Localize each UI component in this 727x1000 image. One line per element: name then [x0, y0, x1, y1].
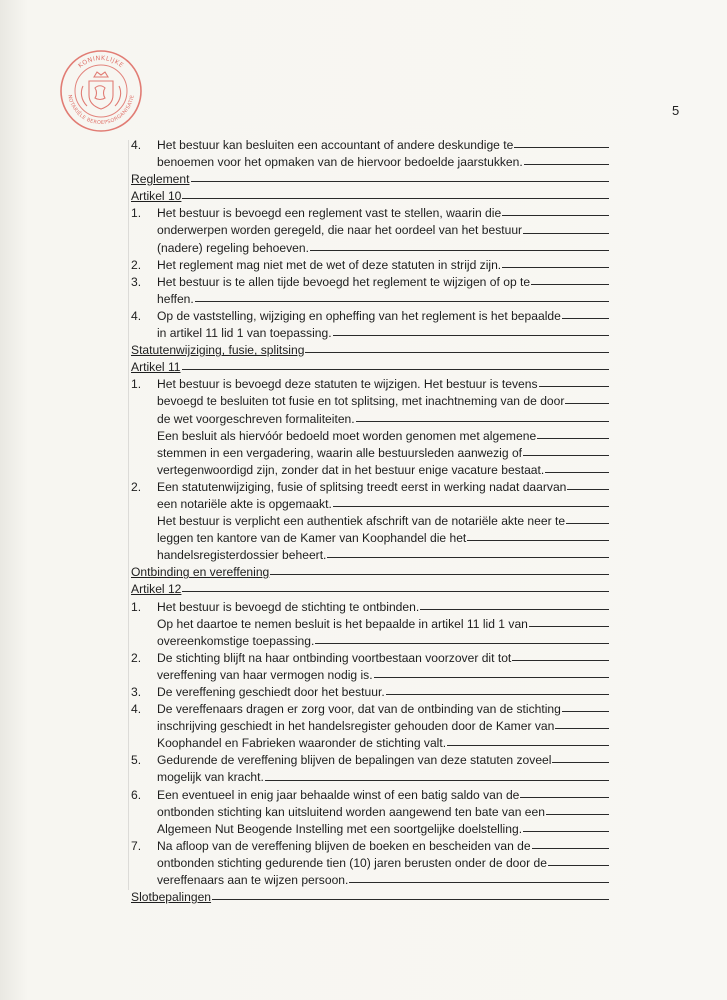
line-text: De vereffening geschiedt door het bestuur.	[157, 685, 385, 699]
fill-rule	[349, 882, 609, 883]
item-number: 4.	[131, 138, 142, 152]
line-text: Een besluit als hiervóór bedoeld moet worden genomen met algemene	[157, 428, 537, 443]
fill-rule	[539, 386, 610, 387]
fill-rule	[195, 301, 609, 302]
line-text: De vereffenaars dragen er zorg voor, dat van de ontbinding van de stichting	[157, 702, 561, 717]
line-text: Gedurende de vereffening blijven de bepalingen van deze statuten zoveel	[157, 753, 552, 768]
text-line	[131, 735, 609, 752]
section-heading	[131, 342, 609, 359]
item-number: 3.	[131, 274, 142, 289]
text-line	[131, 325, 609, 342]
fill-rule	[467, 540, 609, 541]
item-number: 5.	[131, 753, 142, 768]
line-text: vertegenwoordigd zijn, zonder dat in het bestuur enige vacature bestaat.	[157, 462, 545, 477]
fill-rule	[502, 215, 609, 216]
fill-rule	[182, 369, 609, 370]
heading-text: Artikel 10	[131, 189, 182, 204]
item-number: 4.	[131, 308, 142, 323]
fill-rule	[212, 899, 609, 900]
line-text: vereffening van haar vermogen nodig is.	[157, 667, 373, 682]
fill-rule	[529, 626, 609, 627]
fill-rule	[512, 660, 609, 661]
line-text: Het bestuur kan besluiten een accountant of andere deskundige te	[157, 138, 514, 152]
text-line	[131, 616, 609, 633]
text-line	[131, 513, 609, 530]
line-text: in artikel 11 lid 1 van toepassing.	[157, 326, 332, 341]
fill-rule	[182, 198, 609, 199]
line-text: leggen ten kantore van de Kamer van Koophandel die het	[157, 531, 467, 546]
line-text: De stichting blijft na haar ontbinding voortbestaan voorzover dit tot	[157, 650, 512, 665]
text-line	[131, 291, 609, 308]
fill-rule	[565, 403, 609, 404]
fill-rule	[374, 677, 609, 678]
fill-rule	[305, 352, 609, 353]
line-text: inschrijving geschiedt in het handelsregister gehouden door de Kamer van	[157, 719, 555, 734]
line-text: overeenkomstige toepassing.	[157, 633, 315, 648]
fill-rule	[327, 557, 609, 558]
line-text: ontbonden stichting gedurende tien (10) jaren berusten onder de door de	[157, 855, 547, 870]
text-line	[131, 462, 609, 479]
fill-rule	[546, 814, 609, 815]
fill-rule	[191, 181, 610, 182]
fill-rule	[532, 848, 609, 849]
section-heading	[131, 171, 609, 188]
section-heading	[131, 564, 609, 581]
heading-text: Ontbinding en vereffening	[131, 565, 270, 580]
heading-text: Statutenwijziging, fusie, splitsing	[131, 343, 305, 358]
fill-rule	[562, 318, 609, 319]
line-text: Het bestuur is te allen tijde bevoegd het reglement te wijzigen of op te	[157, 274, 531, 289]
fill-rule	[555, 728, 609, 729]
item-number: 6.	[131, 787, 142, 802]
line-text: handelsregisterdossier beheert.	[157, 548, 327, 563]
document-body	[131, 137, 609, 906]
item-number: 3.	[131, 685, 142, 699]
section-heading	[131, 581, 609, 598]
fill-rule	[182, 591, 609, 592]
text-line	[131, 804, 609, 821]
fill-rule	[270, 574, 609, 575]
text-line	[131, 479, 609, 496]
item-number: 2.	[131, 479, 142, 494]
text-line	[131, 393, 609, 410]
notary-seal-stamp	[58, 48, 144, 134]
line-text: onderwerpen worden geregeld, die naar het oordeel van het bestuur	[157, 223, 523, 238]
fill-rule	[523, 233, 609, 234]
line-text: mogelijk van kracht.	[157, 770, 264, 785]
text-line	[131, 205, 609, 222]
fill-rule	[386, 694, 609, 695]
text-line	[131, 855, 609, 872]
item-number: 7.	[131, 838, 142, 853]
item-number: 4.	[131, 702, 142, 717]
fill-rule	[310, 250, 609, 251]
item-number: 1.	[131, 206, 142, 221]
fill-rule	[333, 335, 609, 336]
fill-rule	[502, 267, 609, 268]
item-number: 1.	[131, 599, 142, 614]
text-line	[131, 137, 609, 154]
text-line	[131, 496, 609, 513]
line-text: Op het daartoe te nemen besluit is het bepaalde in artikel 11 lid 1 van	[157, 616, 528, 631]
left-margin-line	[128, 140, 129, 890]
fill-rule	[447, 745, 609, 746]
text-line	[131, 599, 609, 616]
fill-rule	[265, 780, 609, 781]
line-text: (nadere) regeling behoeven.	[157, 240, 309, 255]
line-text: Het bestuur is bevoegd de stichting te ontbinden.	[157, 599, 420, 614]
fill-rule	[356, 421, 609, 422]
heading-text: Artikel 12	[131, 582, 182, 597]
text-line	[131, 240, 609, 257]
heading-text: Reglement	[131, 172, 190, 187]
fill-rule	[315, 643, 609, 644]
fill-rule	[531, 284, 609, 285]
text-line	[131, 411, 609, 428]
fill-rule	[333, 506, 609, 507]
fill-rule	[566, 523, 609, 524]
fill-rule	[523, 831, 609, 832]
text-line	[131, 769, 609, 786]
text-line	[131, 308, 609, 325]
line-text: heffen.	[157, 291, 194, 306]
line-text: Een statutenwijziging, fusie of splitsing treedt eerst in werking nadat daarvan	[157, 479, 567, 494]
text-line	[131, 752, 609, 769]
item-number: 2.	[131, 650, 142, 665]
text-line	[131, 684, 609, 701]
section-heading	[131, 359, 609, 376]
text-line	[131, 376, 609, 393]
line-text: Koophandel en Fabrieken waaronder de stichting valt.	[157, 736, 447, 751]
line-text: Algemeen Nut Beogende Instelling met een soortgelijke doelstelling.	[157, 821, 523, 836]
fill-rule	[523, 455, 609, 456]
item-number: 1.	[131, 377, 142, 392]
line-text: de wet voorgeschreven formaliteiten.	[157, 411, 355, 426]
line-text: bevoegd te besluiten tot fusie en tot splitsing, met inachtneming van de door	[157, 394, 565, 409]
text-line	[131, 650, 609, 667]
text-line	[131, 821, 609, 838]
text-line	[131, 445, 609, 462]
text-line	[131, 872, 609, 889]
text-line	[131, 787, 609, 804]
fill-rule	[420, 609, 609, 610]
line-text: Na afloop van de vereffening blijven de boeken en bescheiden van de	[157, 838, 531, 853]
text-line	[131, 257, 609, 274]
fill-rule	[548, 865, 609, 866]
fill-rule	[520, 797, 609, 798]
fill-rule	[552, 762, 609, 763]
heading-text: Artikel 11	[131, 360, 181, 375]
text-line	[131, 838, 609, 855]
svg-text:KONINKLIJKE: KONINKLIJKE	[77, 54, 125, 70]
fill-rule	[537, 438, 609, 439]
fill-rule	[524, 164, 609, 165]
fill-rule	[567, 489, 609, 490]
line-text: Het bestuur is bevoegd deze statuten te wijzigen. Het bestuur is tevens	[157, 377, 538, 392]
item-number: 2.	[131, 257, 142, 272]
fill-rule	[545, 472, 609, 473]
svg-text:NOTARIËLE BEROEPSORGANISATIE: NOTARIËLE BEROEPSORGANISATIE	[66, 94, 136, 127]
line-text: Het bestuur is bevoegd een reglement vast te stellen, waarin die	[157, 206, 502, 221]
page-number: 5	[672, 103, 680, 118]
section-heading	[131, 889, 609, 906]
text-line	[131, 154, 609, 171]
text-line	[131, 530, 609, 547]
line-text: ontbonden stichting kan uitsluitend worden aangewend ten bate van een	[157, 804, 545, 819]
text-line	[131, 222, 609, 239]
line-text: Een eventueel in enig jaar behaalde winst of een batig saldo van de	[157, 787, 520, 802]
heading-text: Slotbepalingen	[131, 890, 212, 905]
fill-rule	[562, 711, 609, 712]
line-text: een notariële akte is opgemaakt.	[157, 496, 332, 511]
text-line	[131, 547, 609, 564]
text-line	[131, 633, 609, 650]
line-text: Het bestuur is verplicht een authentiek afschrift van de notariële akte neer te	[157, 514, 566, 529]
line-text: Het reglement mag niet met de wet of deze statuten in strijd zijn.	[157, 257, 502, 272]
text-line	[131, 428, 609, 445]
line-text: benoemen voor het opmaken van de hiervoor bedoelde jaarstukken.	[157, 155, 523, 170]
text-line	[131, 274, 609, 291]
fill-rule	[514, 147, 609, 148]
section-heading	[131, 188, 609, 205]
text-line	[131, 718, 609, 735]
line-text: Op de vaststelling, wijziging en opheffing van het reglement is het bepaalde	[157, 308, 561, 323]
line-text: stemmen in een vergadering, waarin alle bestuursleden aanwezig of	[157, 445, 523, 460]
text-line	[131, 701, 609, 718]
line-text: vereffenaars aan te wijzen persoon.	[157, 873, 349, 888]
text-line	[131, 667, 609, 684]
